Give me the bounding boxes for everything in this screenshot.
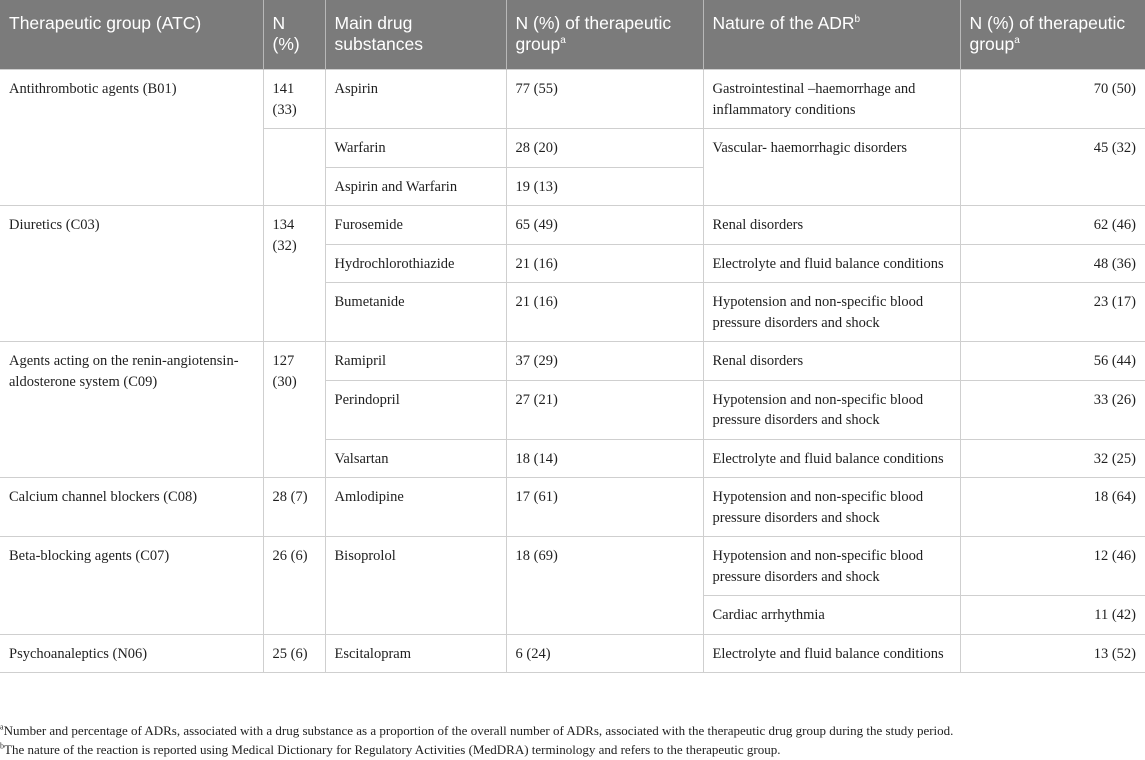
cell-drug: Amlodipine xyxy=(325,478,506,537)
cell-drug: Perindopril xyxy=(325,380,506,439)
cell-drug-n: 17 (61) xyxy=(506,478,703,537)
cell-drug-n: 28 (20) xyxy=(506,129,703,168)
cell-nature-n: 62 (46) xyxy=(960,206,1145,245)
cell-nature-n: 56 (44) xyxy=(960,342,1145,381)
cell-drug: Bisoprolol xyxy=(325,537,506,635)
cell-drug: Valsartan xyxy=(325,439,506,478)
cell-nature-n: 18 (64) xyxy=(960,478,1145,537)
cell-drug-n: 65 (49) xyxy=(506,206,703,245)
cell-nature: Electrolyte and fluid balance conditions xyxy=(703,439,960,478)
cell-nature-n: 11 (42) xyxy=(960,596,1145,635)
cell-nature: Vascular- haemorrhagic disorders xyxy=(703,129,960,206)
cell-nature: Hypotension and non-specific blood pressure disorders and shock xyxy=(703,537,960,596)
cell-drug-n: 6 (24) xyxy=(506,634,703,673)
cell-group: Calcium channel blockers (C08) xyxy=(0,478,263,537)
cell-n: 26 (6) xyxy=(263,537,325,635)
cell-nature: Gastrointestinal –haemorrhage and inflammatory conditions xyxy=(703,70,960,129)
table-row xyxy=(0,537,1145,596)
footnotes xyxy=(0,721,1140,759)
cell-nature-n: 45 (32) xyxy=(960,129,1145,206)
cell-nature-n: 12 (46) xyxy=(960,537,1145,596)
cell-nature: Hypotension and non-specific blood pressure disorders and shock xyxy=(703,283,960,342)
cell-drug: Bumetanide xyxy=(325,283,506,342)
cell-nature: Hypotension and non-specific blood pressure disorders and shock xyxy=(703,380,960,439)
cell-nature-n: 48 (36) xyxy=(960,244,1145,283)
cell-nature: Cardiac arrhythmia xyxy=(703,596,960,635)
cell-n: 127 (30) xyxy=(263,342,325,478)
cell-nature-n: 70 (50) xyxy=(960,70,1145,129)
cell-drug-n: 18 (69) xyxy=(506,537,703,635)
cell-drug-n: 21 (16) xyxy=(506,244,703,283)
cell-drug: Escitalopram xyxy=(325,634,506,673)
cell-nature: Renal disorders xyxy=(703,206,960,245)
table-header xyxy=(0,0,1145,70)
cell-drug: Aspirin xyxy=(325,70,506,129)
table-body xyxy=(0,70,1145,673)
cell-nature-n: 33 (26) xyxy=(960,380,1145,439)
table-row xyxy=(0,70,1145,129)
cell-drug: Hydrochlorothiazide xyxy=(325,244,506,283)
cell-drug-n: 37 (29) xyxy=(506,342,703,381)
cell-nature: Hypotension and non-specific blood pressure disorders and shock xyxy=(703,478,960,537)
header-n-percent: N (%) xyxy=(263,0,325,70)
cell-drug: Warfarin xyxy=(325,129,506,168)
cell-drug: Ramipril xyxy=(325,342,506,381)
cell-nature: Electrolyte and fluid balance conditions xyxy=(703,634,960,673)
cell-n: 28 (7) xyxy=(263,478,325,537)
cell-nature: Electrolyte and fluid balance conditions xyxy=(703,244,960,283)
cell-n-empty xyxy=(263,129,325,206)
cell-n: 134 (32) xyxy=(263,206,325,342)
cell-drug: Aspirin and Warfarin xyxy=(325,167,506,206)
footnote-b: $^b$The nature of the reaction is reported using Medical Dictionary for Regulatory Activities (MedDRA) terminology and refers to the therapeutic group. xyxy=(0,741,781,757)
cell-n: 25 (6) xyxy=(263,634,325,673)
cell-n: 141 (33) xyxy=(263,70,325,129)
cell-nature-n: 23 (17) xyxy=(960,283,1145,342)
footnote-a: $^a$Number and percentage of ADRs, associated with a drug substance as a proportion of the overall number of ADRs, associated with the therapeutic drug group during the study period. xyxy=(0,722,954,738)
cell-nature-n: 32 (25) xyxy=(960,439,1145,478)
table-row xyxy=(0,634,1145,673)
header-therapeutic-group: Therapeutic group (ATC) xyxy=(0,0,263,70)
cell-drug-n: 21 (16) xyxy=(506,283,703,342)
cell-drug-n: 27 (21) xyxy=(506,380,703,439)
cell-drug-n: 19 (13) xyxy=(506,167,703,206)
cell-drug: Furosemide xyxy=(325,206,506,245)
cell-group: Agents acting on the renin-angiotensin-aldosterone system (C09) xyxy=(0,342,263,478)
cell-drug-n: 77 (55) xyxy=(506,70,703,129)
table-row xyxy=(0,478,1145,537)
cell-group: Diuretics (C03) xyxy=(0,206,263,342)
header-main-drug-substances: Main drug substances xyxy=(325,0,506,70)
header-nature-of-adr: Nature of the ADR$^b$ xyxy=(703,0,960,70)
cell-group: Antithrombotic agents (B01) xyxy=(0,70,263,206)
header-n-percent-of-group-2: N (%) of therapeutic group$^a$ xyxy=(960,0,1145,70)
header-n-percent-of-group: N (%) of therapeutic group$^a$ xyxy=(506,0,703,70)
cell-nature-n: 13 (52) xyxy=(960,634,1145,673)
table-row xyxy=(0,206,1145,245)
cell-group: Beta-blocking agents (C07) xyxy=(0,537,263,635)
header-row xyxy=(0,0,1145,70)
cell-group: Psychoanaleptics (N06) xyxy=(0,634,263,673)
table-row xyxy=(0,342,1145,381)
cell-drug-n: 18 (14) xyxy=(506,439,703,478)
cell-nature: Renal disorders xyxy=(703,342,960,381)
